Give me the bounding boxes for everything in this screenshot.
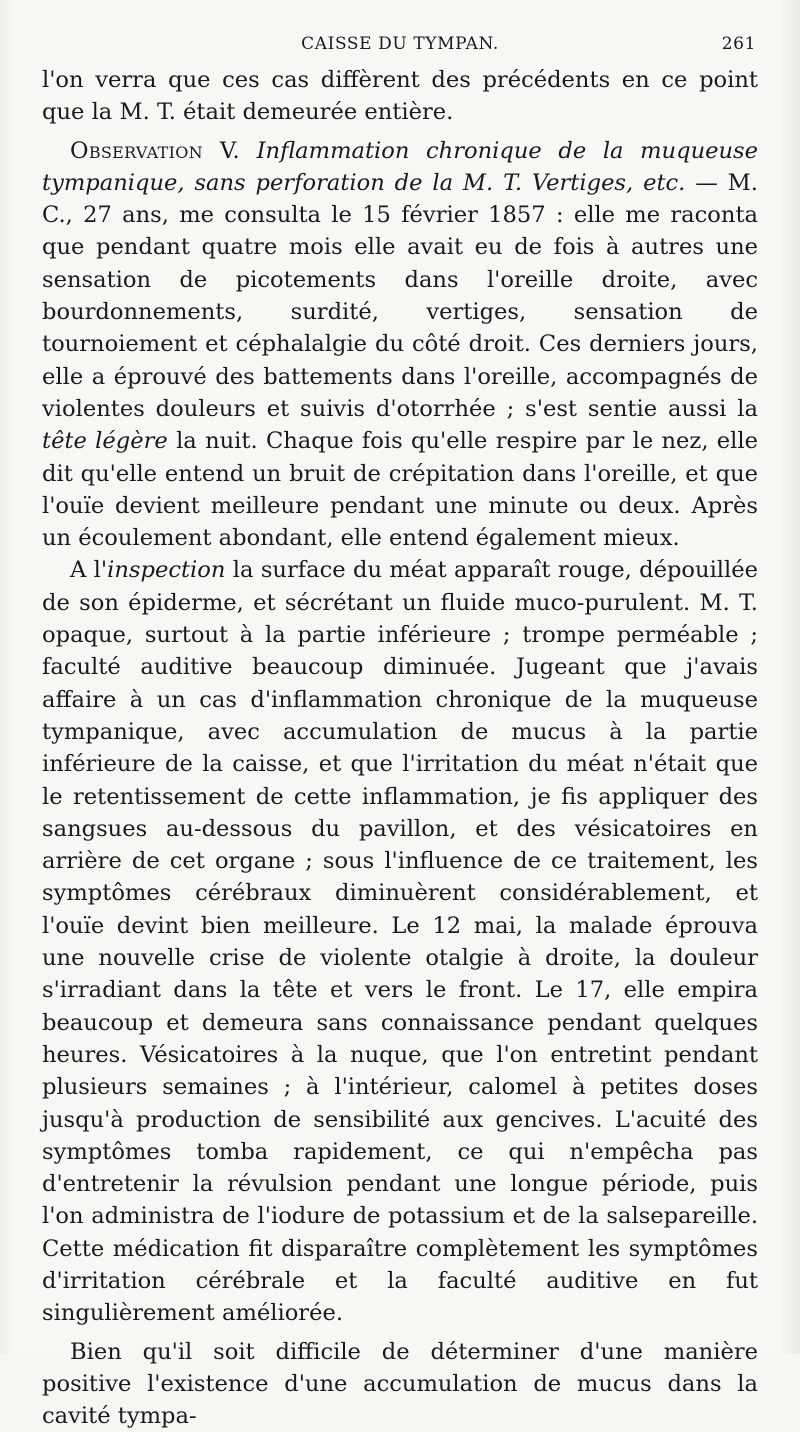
observation-paragraph: [42, 135, 758, 555]
observation-text: — M. C., 27 ans, me consulta le 15 février 1857 : elle me raconta que pendant quatre mois elle avait eu de fois à autres une sensation de picotements dans l'oreille droite, avec bourdonnements, surdité, vertiges, sensation de tournoiement et céphalalgie du côté droit. Ces derniers jours, elle a éprouvé des battements dans l'oreille, accompagnés de violentes douleurs et suivis d'otorrhée ; s'est sentie aussi la: [42, 169, 758, 422]
inspection-paragraph: [42, 554, 758, 1329]
running-title: CAISSE DU TYMPAN.: [301, 34, 499, 54]
running-head: [42, 30, 758, 64]
paragraph-continuation: [42, 64, 758, 129]
closing-text: Bien qu'il soit difficile de déterminer d'une manière positive l'existence d'une accumulation de mucus dans la cavité tympa-: [42, 1338, 758, 1430]
closing-paragraph: [42, 1336, 758, 1432]
body-text: [42, 64, 758, 1432]
observation-italic-term: tête légère: [42, 428, 168, 455]
inspection-lead: A l': [70, 557, 108, 584]
observation-label: Observation V.: [70, 137, 241, 164]
observation-text-cont: la nuit. Chaque fois qu'elle respire par le nez, elle dit qu'elle entend un bruit de crépitation dans l'oreille, et que l'ouïe devient meilleure pendant une minute ou deux. Après un écoulement abondant, elle entend également mieux.: [42, 428, 758, 552]
observation-title: Inflammation chronique de la muqueuse tympanique, sans perforation de la M. T. Vertiges, etc.: [42, 137, 759, 196]
inspection-italic-term: inspection: [107, 557, 226, 584]
inspection-text: la surface du méat apparaît rouge, dépouillée de son épiderme, et sécrétant un fluide muco-purulent. M. T. opaque, surtout à la partie inférieure ; trompe perméable ; faculté auditive beaucoup diminuée. Jugeant que j'avais affaire à un cas d'inflammation chronique de la muqueuse tympanique, avec accumulation de mucus à la partie inférieure de la caisse, et que l'irritation du méat n'était que le retentissement de cette inflammation, je fis appliquer des sangsues au-dessous du pavillon, et des vésicatoires en arrière de cet organe ; sous l'influence de ce traitement, les symptômes cérébraux diminuèrent considérablement, et l'ouïe devint bien meilleure. Le 12 mai, la malade éprouva une nouvelle crise de violente otalgie à droite, la douleur s'irradiant dans la tête et vers le front. Le 17, elle empira beaucoup et demeura sans connaissance pendant quelques heures. Vésicatoires à la nuque, que l'on entretint pendant plusieurs semaines ; à l'intérieur, calomel à petites doses jusqu'à production de sensibilité aux gencives. L'acuité des symptômes tomba rapidement, ce qui n'empêcha pas d'entretenir la révulsion pendant une longue période, puis l'on administra de l'iodure de potassium et de la salsepareille. Cette médication fit disparaître complètement les symptômes d'irritation cérébrale et la faculté auditive en fut singulièrement améliorée.: [42, 557, 759, 1327]
page-number: 261: [721, 34, 756, 54]
paragraph-1-text: l'on verra que ces cas diffèrent des précédents en ce point que la M. T. était demeurée entière.: [42, 67, 758, 126]
